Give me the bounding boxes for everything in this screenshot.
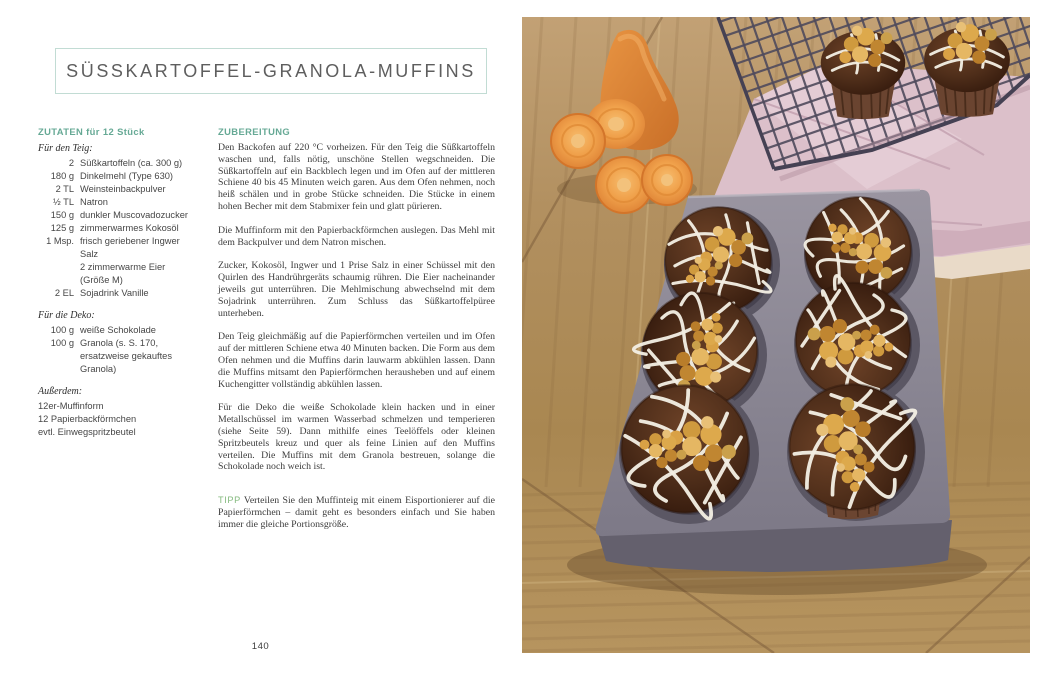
ingredient-qty: 150 g <box>50 210 74 220</box>
ingredient-qty <box>38 261 74 274</box>
ingredient-qty: 1 Msp. <box>46 236 74 246</box>
ingredient-row <box>38 337 210 350</box>
preparation-paragraph: Für die Deko die weiße Schokolade klein hacken und in einer Metallschüssel im warmen Wasserbad schmelzen und temperieren (siehe Seite 59). Dann mithilfe eines Teelöffels oder kleinen Spritzbeutels kreuz und quer als feine Linien auf den Muffins verteilen. Die Muffins mit dem Granola bestreuen, solange die Schokolade noch weich ist. <box>218 402 495 473</box>
ingredients-heading: ZUTATEN für 12 Stück <box>38 126 145 137</box>
ingredient-qty: 2 TL <box>55 184 74 194</box>
ingredient-row <box>38 170 210 183</box>
ingredient-qty: 125 g <box>50 223 74 233</box>
ingredient-name: dunkler Muscovadozucker <box>80 210 188 220</box>
ingredient-name: Granola (s. S. 170, <box>80 338 159 348</box>
equipment-item: 12 Papierbackförmchen <box>38 414 137 424</box>
ingredient-qty <box>38 350 74 363</box>
ingredient-name: zimmerwarmes Kokosöl <box>80 223 179 233</box>
potato-slice <box>642 155 692 205</box>
recipe-title-box <box>55 48 487 94</box>
tip-label: TIPP <box>218 495 241 506</box>
preparation-paragraph: Den Backofen auf 220 °C vorheizen. Für den Teig die Süßkartoffeln waschen und, falls nötig, unschöne Stellen wegschneiden. Die Süßkartoffeln auf ein Backblech legen und im Ofen auf der mittleren Schiene 40 bis 45 Minuten weich garen. Aus dem Ofen nehmen, noch heiß schälen und in grobe Stücke schneiden. Die Stücke in einem hohen Becher mit dem Stabmixer fein und glatt pürieren. <box>218 142 495 212</box>
preparation-paragraphs <box>218 142 495 473</box>
ingredient-qty: 100 g <box>50 338 74 348</box>
ingredients-group-label-extra: Außerdem: <box>38 386 83 397</box>
page-title: SÜSSKARTOFFEL-GRANOLA-MUFFINS <box>66 60 476 81</box>
ingredient-qty: 100 g <box>50 325 74 335</box>
ingredient-row <box>38 183 210 196</box>
ingredient-name: ersatzweise gekauftes <box>80 351 172 361</box>
recipe-photo <box>522 17 1030 653</box>
ingredient-list-teig <box>38 157 210 300</box>
ingredient-qty: 180 g <box>50 171 74 181</box>
ingredient-name: frisch geriebener Ingwer <box>80 236 180 246</box>
ingredient-row <box>38 235 210 248</box>
ingredient-qty <box>38 274 74 287</box>
ingredient-name: Salz <box>80 249 99 259</box>
ingredient-name: Granola) <box>80 364 117 374</box>
ingredient-qty: ½ TL <box>52 197 74 207</box>
ingredient-row <box>38 157 210 170</box>
ingredient-row <box>38 248 210 261</box>
ingredient-qty <box>38 248 74 261</box>
recipe-page <box>0 0 521 675</box>
ingredient-qty: 2 EL <box>54 288 74 298</box>
ingredient-row <box>38 222 210 235</box>
ingredient-name: weiße Schokolade <box>80 325 156 335</box>
ingredient-qty: 2 <box>68 158 74 168</box>
preparation-paragraph: Zucker, Kokosöl, Ingwer und 1 Prise Salz in einer Schüssel mit den Quirlen des Handrührgeräts schaumig rühren. Die Eier nacheinander jeweils gut unterrühren. Die Mehlmischung abwechselnd mit dem Sojadrink unterrühren. Zum Schluss das Süßkartoffelpüree unterheben. <box>218 260 495 319</box>
ingredient-row <box>38 350 210 363</box>
ingredient-name: Natron <box>80 197 108 207</box>
ingredients-column <box>38 126 210 439</box>
ingredient-name: Süßkartoffeln (ca. 300 g) <box>80 158 183 168</box>
ingredient-name: (Größe M) <box>80 275 123 285</box>
ingredients-group-label-teig: Für den Teig: <box>38 143 93 154</box>
ingredient-name: 2 zimmerwarme Eier <box>80 262 166 272</box>
ingredient-qty <box>38 363 74 376</box>
muffin-photo-illustration <box>522 17 1030 653</box>
ingredient-row <box>38 363 210 376</box>
preparation-heading: ZUBEREITUNG <box>218 126 291 137</box>
tip-paragraph <box>218 495 495 530</box>
ingredient-list-deko <box>38 324 210 376</box>
ingredient-row <box>38 261 210 274</box>
tip-text: Verteilen Sie den Muffinteig mit einem Eisportionierer auf die Papierförmchen – damit geht es besonders einfach und Sie haben immer die gleiche Portionsgröße. <box>218 495 495 530</box>
ingredient-row <box>38 274 210 287</box>
equipment-item: evtl. Einwegspritzbeutel <box>38 427 136 437</box>
preparation-column <box>218 126 495 543</box>
ingredient-row <box>38 287 210 300</box>
preparation-paragraph: Den Teig gleichmäßig auf die Papierförmchen verteilen und im Ofen auf der mittleren Schiene etwa 40 Minuten backen. Die Form aus dem Ofen nehmen und die Muffins darin lauwarm abkühlen lassen. Dann die Muffins mitsamt den Papierförmchen herausheben und auf einem Kuchengitter vollständig abkühlen lassen. <box>218 331 495 390</box>
ingredient-name: Weinsteinbackpulver <box>80 184 166 194</box>
ingredient-name: Dinkelmehl (Type 630) <box>80 171 174 181</box>
ingredient-row <box>38 209 210 222</box>
ingredients-group-label-deko: Für die Deko: <box>38 310 95 321</box>
equipment-list <box>38 400 210 439</box>
equipment-item: 12er-Muffinform <box>38 401 104 411</box>
ingredient-row <box>38 196 210 209</box>
ingredient-name: Sojadrink Vanille <box>80 288 149 298</box>
ingredient-row <box>38 324 210 337</box>
potato-slice <box>551 114 605 168</box>
page-number: 140 <box>251 641 270 652</box>
preparation-paragraph: Die Muffinform mit den Papierbackförmchen auslegen. Das Mehl mit dem Backpulver und dem Natron mischen. <box>218 224 495 248</box>
